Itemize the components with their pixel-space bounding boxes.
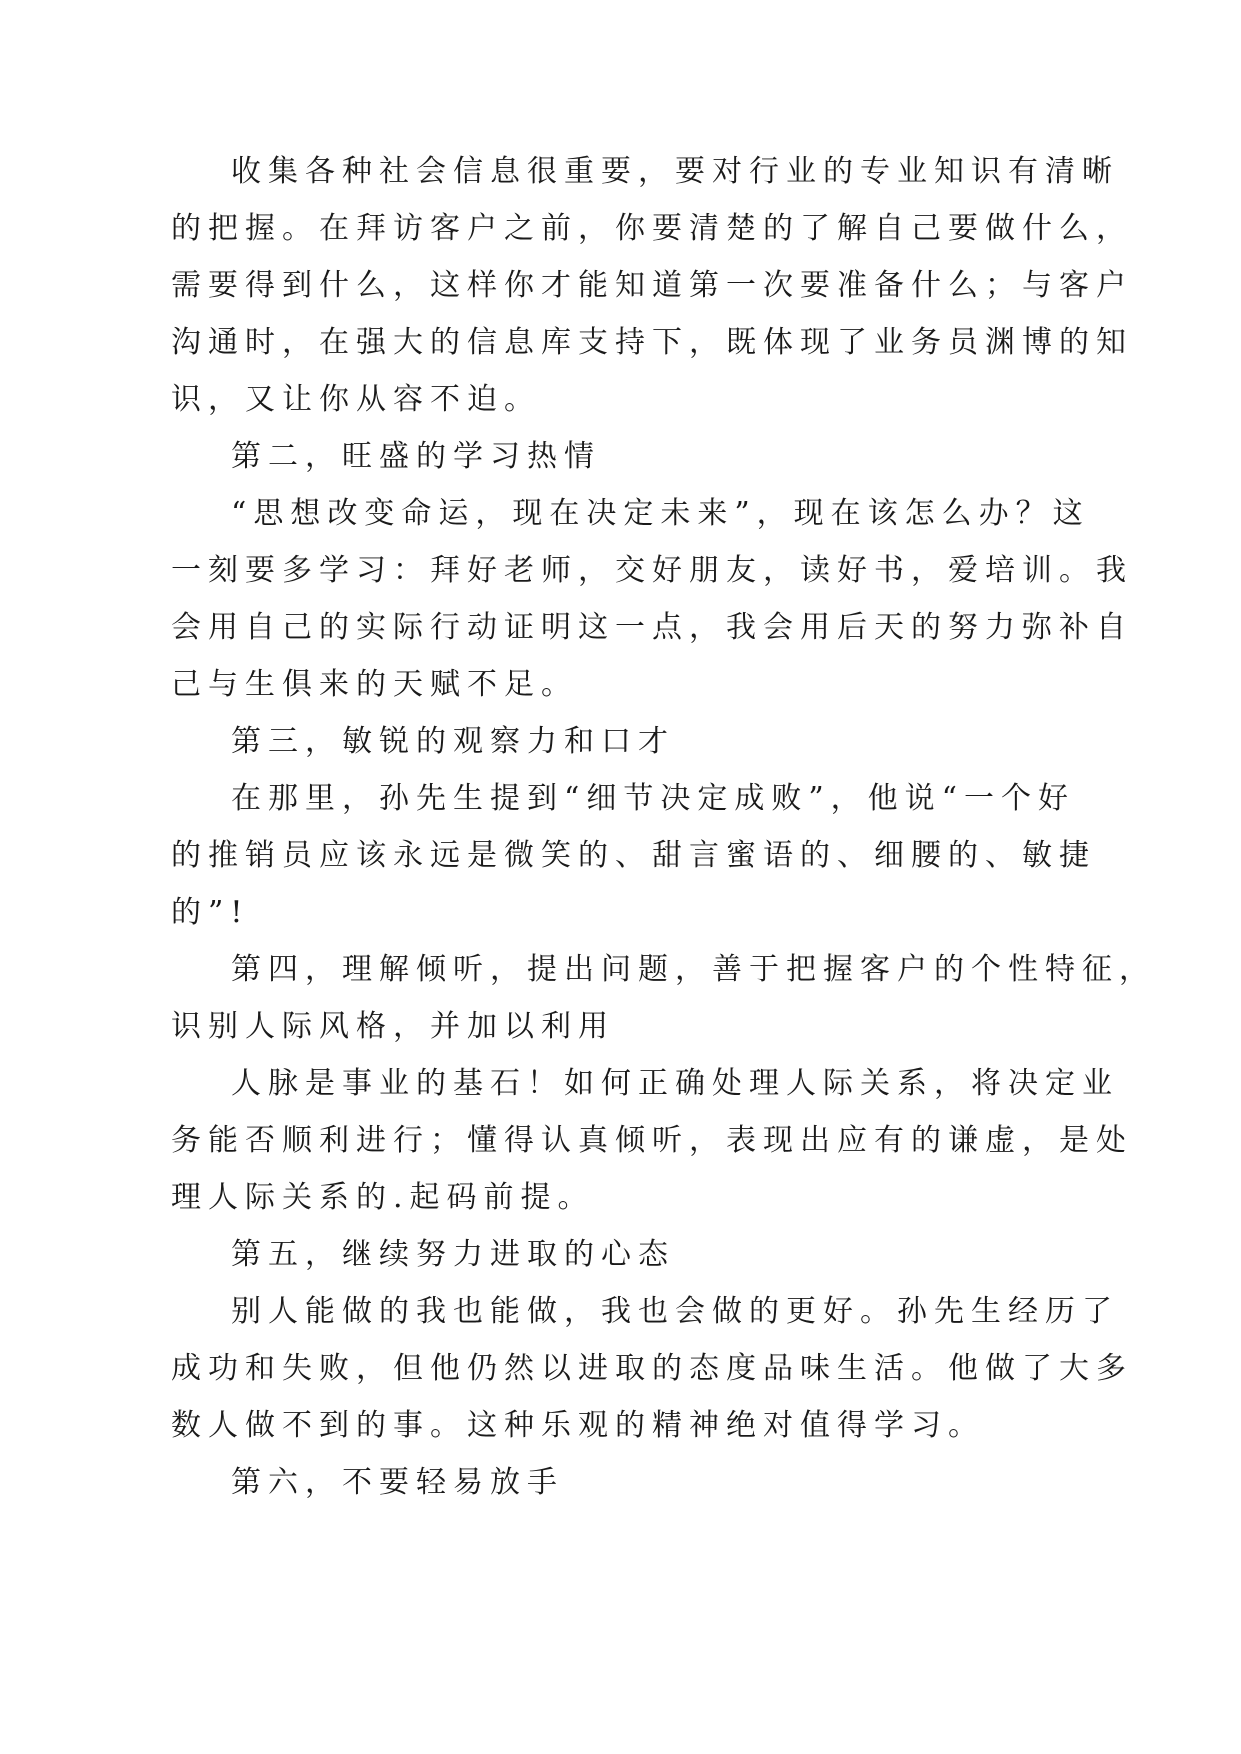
paragraph-line: 在那里，孙先生提到“细节决定成败”，他说“一个好 [231,781,1076,816]
paragraph-line: 别人能做的我也能做，我也会做的更好。孙先生经历了 [231,1294,1119,1329]
paragraph-line: 己与生俱来的天赋不足。 [171,667,578,702]
section-heading: 第六，不要轻易放手 [231,1465,564,1500]
paragraph-line: 收集各种社会信息很重要，要对行业的专业知识有清晰 [231,154,1119,189]
paragraph-line: 人脉是事业的基石！如何正确处理人际关系，将决定业 [231,1066,1119,1101]
paragraph-line: 沟通时，在强大的信息库支持下，既体现了业务员渊博的知 [171,325,1133,360]
paragraph-line: 一刻要多学习：拜好老师，交好朋友，读好书，爱培训。我 [171,553,1133,588]
paragraph-line: “思想改变命运，现在决定未来”，现在该怎么办？这 [231,496,1090,531]
section-heading: 识别人际风格，并加以利用 [171,1009,615,1044]
paragraph-line: 的”! [171,895,250,930]
paragraph-line: 的把握。在拜访客户之前，你要清楚的了解自己要做什么， [171,211,1133,246]
paragraph-line: 需要得到什么，这样你才能知道第一次要准备什么；与客户 [171,268,1133,303]
section-heading: 第三，敏锐的观察力和口才 [231,724,675,759]
paragraph-line: 理人际关系的.起码前提。 [171,1180,595,1215]
paragraph-line: 的推销员应该永远是微笑的、甜言蜜语的、细腰的、敏捷 [171,838,1096,873]
paragraph-line: 识，又让你从容不迫。 [171,382,541,417]
section-heading: 第五，继续努力进取的心态 [231,1237,675,1272]
section-heading: 第四，理解倾听，提出问题，善于把握客户的个性特征， [231,952,1156,987]
paragraph-line: 务能否顺利进行；懂得认真倾听，表现出应有的谦虚，是处 [171,1123,1133,1158]
paragraph-line: 会用自己的实际行动证明这一点，我会用后天的努力弥补自 [171,610,1133,645]
section-heading: 第二，旺盛的学习热情 [231,439,601,474]
paragraph-line: 成功和失败，但他仍然以进取的态度品味生活。他做了大多 [171,1351,1133,1386]
paragraph-line: 数人做不到的事。这种乐观的精神绝对值得学习。 [171,1408,985,1443]
